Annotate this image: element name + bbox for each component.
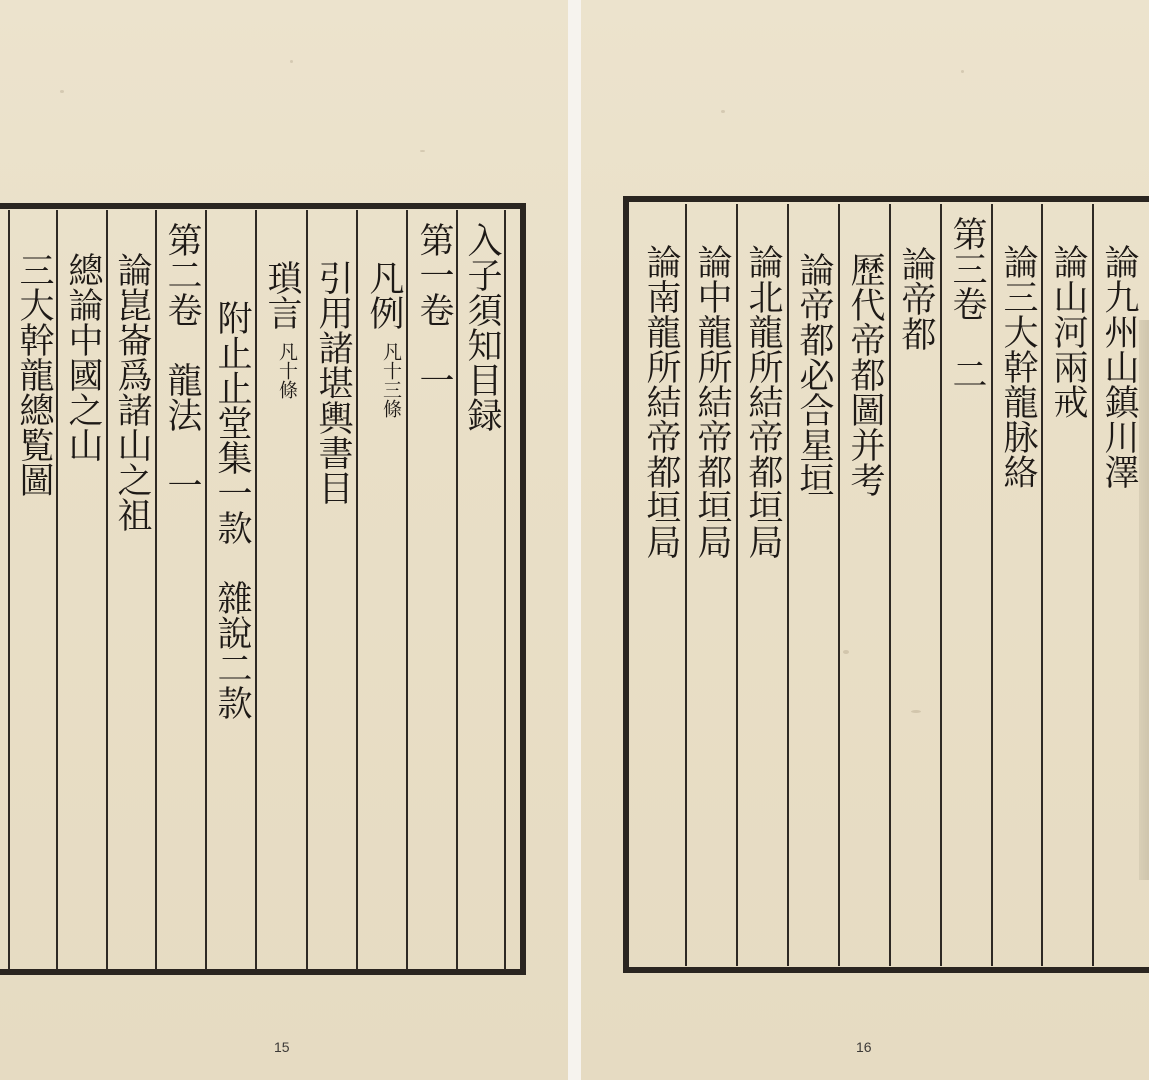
spine-gutter bbox=[568, 0, 581, 1080]
toc-entry-shanhe: 論山河兩戒 bbox=[1048, 244, 1088, 419]
toc-entry-jiuzhou: 論九州山鎮川澤 bbox=[1099, 244, 1139, 489]
column-rule bbox=[356, 210, 358, 970]
column-rule bbox=[56, 210, 58, 970]
column-rule bbox=[838, 204, 840, 966]
toc-note-fanli: 凡十三條 bbox=[380, 342, 402, 418]
column-rule bbox=[205, 210, 207, 970]
toc-entry-xinghe: 論帝都必合星垣 bbox=[794, 252, 834, 497]
column-rule bbox=[504, 210, 506, 970]
toc-entry-didu: 論帝都 bbox=[896, 246, 936, 351]
column-rule bbox=[255, 210, 257, 970]
right-page bbox=[581, 0, 1149, 1080]
paper-speck bbox=[961, 70, 964, 73]
volume-two-heading: 第二卷 龍法 一 bbox=[162, 222, 202, 502]
toc-entry-suoyan: 瑣言 bbox=[262, 260, 302, 330]
column-rule bbox=[8, 210, 10, 970]
column-rule bbox=[736, 204, 738, 966]
paper-speck bbox=[420, 150, 425, 152]
column-rule bbox=[306, 210, 308, 970]
paper-speck bbox=[721, 110, 725, 113]
toc-entry-zhonglong: 論中龍所結帝都垣局 bbox=[692, 244, 732, 559]
toc-entry-beilong: 論北龍所結帝都垣局 bbox=[743, 244, 783, 559]
volume-one-heading: 第一卷 一 bbox=[414, 222, 454, 397]
toc-entry-nanlong: 論南龍所結帝都垣局 bbox=[641, 244, 681, 559]
left-page bbox=[0, 0, 568, 1080]
column-rule bbox=[106, 210, 108, 970]
toc-note-suoyan: 凡十條 bbox=[276, 342, 298, 399]
page-number: 15 bbox=[274, 1039, 290, 1055]
column-rule bbox=[940, 204, 942, 966]
toc-entry-sandagan-map: 三大幹龍總覧圖 bbox=[14, 252, 54, 497]
toc-title: 入子須知目録 bbox=[462, 222, 502, 432]
column-rule bbox=[406, 210, 408, 970]
page-number: 16 bbox=[856, 1039, 872, 1055]
column-rule bbox=[991, 204, 993, 966]
toc-entry-lidai: 歷代帝都圖并考 bbox=[845, 252, 885, 497]
column-rule bbox=[155, 210, 157, 970]
paper-speck bbox=[290, 60, 293, 63]
toc-entry-yinyong: 引用諸堪輿書目 bbox=[313, 260, 353, 505]
column-rule bbox=[456, 210, 458, 970]
toc-entry-appendix: 附止止堂集一款 雜說二款 bbox=[212, 300, 252, 720]
paper-speck bbox=[60, 90, 64, 93]
volume-three-heading: 第三卷 二 bbox=[947, 216, 987, 391]
toc-entry-sandagan: 論三大幹龍脉絡 bbox=[998, 244, 1038, 489]
toc-entry-fanli: 凡例 bbox=[364, 260, 404, 330]
column-rule bbox=[787, 204, 789, 966]
toc-entry-zonglun: 總論中國之山 bbox=[63, 252, 103, 462]
toc-entry-kunlun: 論崑崙爲諸山之祖 bbox=[112, 252, 152, 532]
column-rule bbox=[889, 204, 891, 966]
column-rule bbox=[1092, 204, 1094, 966]
column-rule bbox=[685, 204, 687, 966]
column-rule bbox=[1041, 204, 1043, 966]
